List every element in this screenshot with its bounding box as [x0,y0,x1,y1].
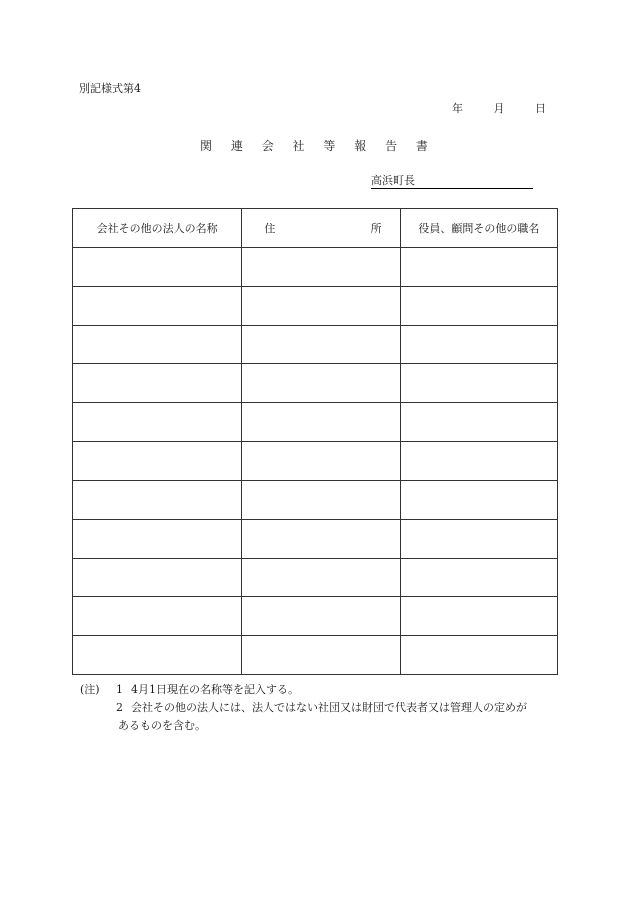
cell-address[interactable] [242,364,400,403]
table-row [73,519,558,558]
cell-company-name[interactable] [73,286,242,325]
header-company-name: 会社その他の法人の名称 [73,209,242,248]
table-row [73,403,558,442]
cell-address[interactable] [242,519,400,558]
cell-company-name[interactable] [73,597,242,636]
cell-company-name[interactable] [73,442,242,481]
cell-company-name[interactable] [73,403,242,442]
date-day-label: 日 [535,102,546,115]
title-char: 会 [261,139,274,153]
date-month-label: 月 [493,102,505,115]
note-continuation: あるものを含む。 [118,719,206,732]
cell-position[interactable] [400,636,557,675]
table-row [73,325,558,364]
addressee-line [371,175,533,189]
note-text: 会社その他の法人には、法人ではない社団又は財団で代表者又は管理人の定めが [131,701,527,714]
title-char: 等 [323,139,336,153]
notes-section [80,681,527,735]
cell-address[interactable] [242,480,400,519]
cell-address[interactable] [242,286,400,325]
table-row [73,364,558,403]
title-char: 書 [415,139,428,153]
cell-address[interactable] [242,442,400,481]
cell-address[interactable] [242,636,400,675]
table-row [73,636,558,675]
report-table [72,208,558,675]
cell-position[interactable] [400,248,557,287]
cell-company-name[interactable] [73,364,242,403]
cell-position[interactable] [400,364,557,403]
title-char: 連 [230,139,243,153]
notes-prefix: (注) [80,683,100,696]
title-char: 報 [354,139,367,153]
cell-position[interactable] [400,519,557,558]
note-item [80,699,527,717]
cell-position[interactable] [400,442,557,481]
cell-address[interactable] [242,325,400,364]
date-year-label: 年 [452,102,463,115]
note-number: 2 [116,701,123,714]
cell-address[interactable] [242,403,400,442]
cell-company-name[interactable] [73,480,242,519]
title-char: 告 [385,139,398,153]
title-char: 社 [292,139,305,153]
cell-position[interactable] [400,480,557,519]
form-number: 別記様式第4 [79,82,141,95]
note-item [80,681,527,699]
cell-position[interactable] [400,403,557,442]
header-address [242,209,400,248]
document-title [200,137,430,154]
table-row [73,480,558,519]
cell-company-name[interactable] [73,325,242,364]
table-header-row [73,209,558,248]
cell-address[interactable] [242,597,400,636]
addressee-name: 高浜町長 [371,174,415,187]
cell-address[interactable] [242,248,400,287]
header-address-part1: 住 [264,222,276,235]
cell-position[interactable] [400,325,557,364]
header-position: 役員、顧問その他の職名 [400,209,557,248]
cell-position[interactable] [400,597,557,636]
title-char: 関 [200,139,213,153]
note-number: 1 [116,683,123,696]
table-row [73,597,558,636]
table-row [73,558,558,597]
table-row [73,286,558,325]
note-text: 4月1日現在の名称等を記入する。 [131,683,299,696]
cell-address[interactable] [242,558,400,597]
cell-position[interactable] [400,558,557,597]
cell-company-name[interactable] [73,558,242,597]
cell-position[interactable] [400,286,557,325]
table-row [73,248,558,287]
header-address-part2: 所 [370,222,382,235]
cell-company-name[interactable] [73,636,242,675]
cell-company-name[interactable] [73,248,242,287]
date-line [452,100,546,116]
cell-company-name[interactable] [73,519,242,558]
table-row [73,442,558,481]
